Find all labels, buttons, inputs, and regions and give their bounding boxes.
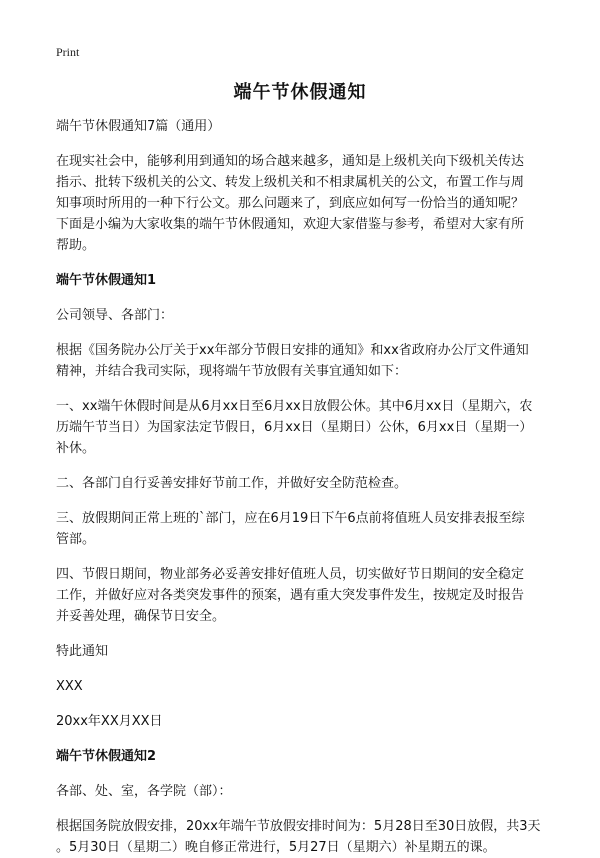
document-title: 端午节休假通知 [233,82,367,103]
paragraph-schedule [56,816,556,858]
document-body [56,116,556,858]
paragraph-line: 并妥善处理，确保节日安全。 [56,609,226,624]
paragraph-line: 三、放假期间正常上班的`部门，应在6月19日下午6点前将值班人员安排表报至综 [56,511,525,526]
intro-line: 在现实社会中，能够利用到通知的场合越来越多，通知是上级机关向下级机关传达 [56,154,525,169]
paragraph-line: 历端午节当日）为国家法定节假日，6月xx日（星期日）公休，6月xx日（星期一） [56,420,533,435]
print-link[interactable]: Print [56,45,80,59]
intro-paragraph [56,151,556,256]
paragraph-line: 补休。 [56,441,96,456]
paragraph-line: 管部。 [56,532,96,547]
section-heading-2: 端午节休假通知2 [56,749,157,764]
paragraph-line: 根据《国务院办公厅关于xx年部分节假日安排的通知》和xx省政府办公厅文件通知 [56,343,529,358]
issue-date: 20xx年XX月XX日 [56,714,163,729]
paragraph-line: 根据国务院放假安排，20xx年端午节放假安排时间为：5月28日至30日放假，共3天 [56,819,541,834]
document-subtitle: 端午节休假通知7篇（通用） [56,119,221,134]
paragraph-basis [56,340,556,382]
intro-line: 帮助。 [56,238,96,253]
signature: XXX [56,679,83,694]
item-1 [56,396,556,459]
salutation-2: 各部、处、室，各学院（部）： [56,784,232,799]
paragraph-line: 精神，并结合我司实际，现将端午节放假有关事宜通知如下： [56,364,408,379]
intro-line: 指示、批转下级机关的公文、转发上级机关和不相隶属机关的公文，布置工作与周 [56,175,525,190]
intro-line: 下面是小编为大家收集的端午节休假通知，欢迎大家借鉴与参考，希望对大家有所 [56,217,525,232]
closing-text: 特此通知 [56,644,109,659]
paragraph-line: 。5月30日（星期二）晚自修正常进行，5月27日（星期六）补星期五的课。 [56,840,496,855]
paragraph-line: 四、节假日期间，物业部务必妥善安排好值班人员，切实做好节日期间的安全稳定 [56,567,525,582]
item-3 [56,508,556,550]
paragraph-line: 一、xx端午休假时间是从6月xx日至6月xx日放假公休。其中6月xx日（星期六，农 [56,399,533,414]
item-4 [56,564,556,627]
section-heading-1: 端午节休假通知1 [56,273,157,288]
salutation-1: 公司领导、各部门： [56,308,174,323]
paragraph-line: 工作，并做好应对各类突发事件的预案，遇有重大突发事件发生，按规定及时报告 [56,588,525,603]
intro-line: 知事项时所用的一种下行公文。那么问题来了，到底应如何写一份恰当的通知呢？ [56,196,525,211]
item-2: 二、各部门自行妥善安排好节前工作，并做好安全防范检查。 [56,476,408,491]
